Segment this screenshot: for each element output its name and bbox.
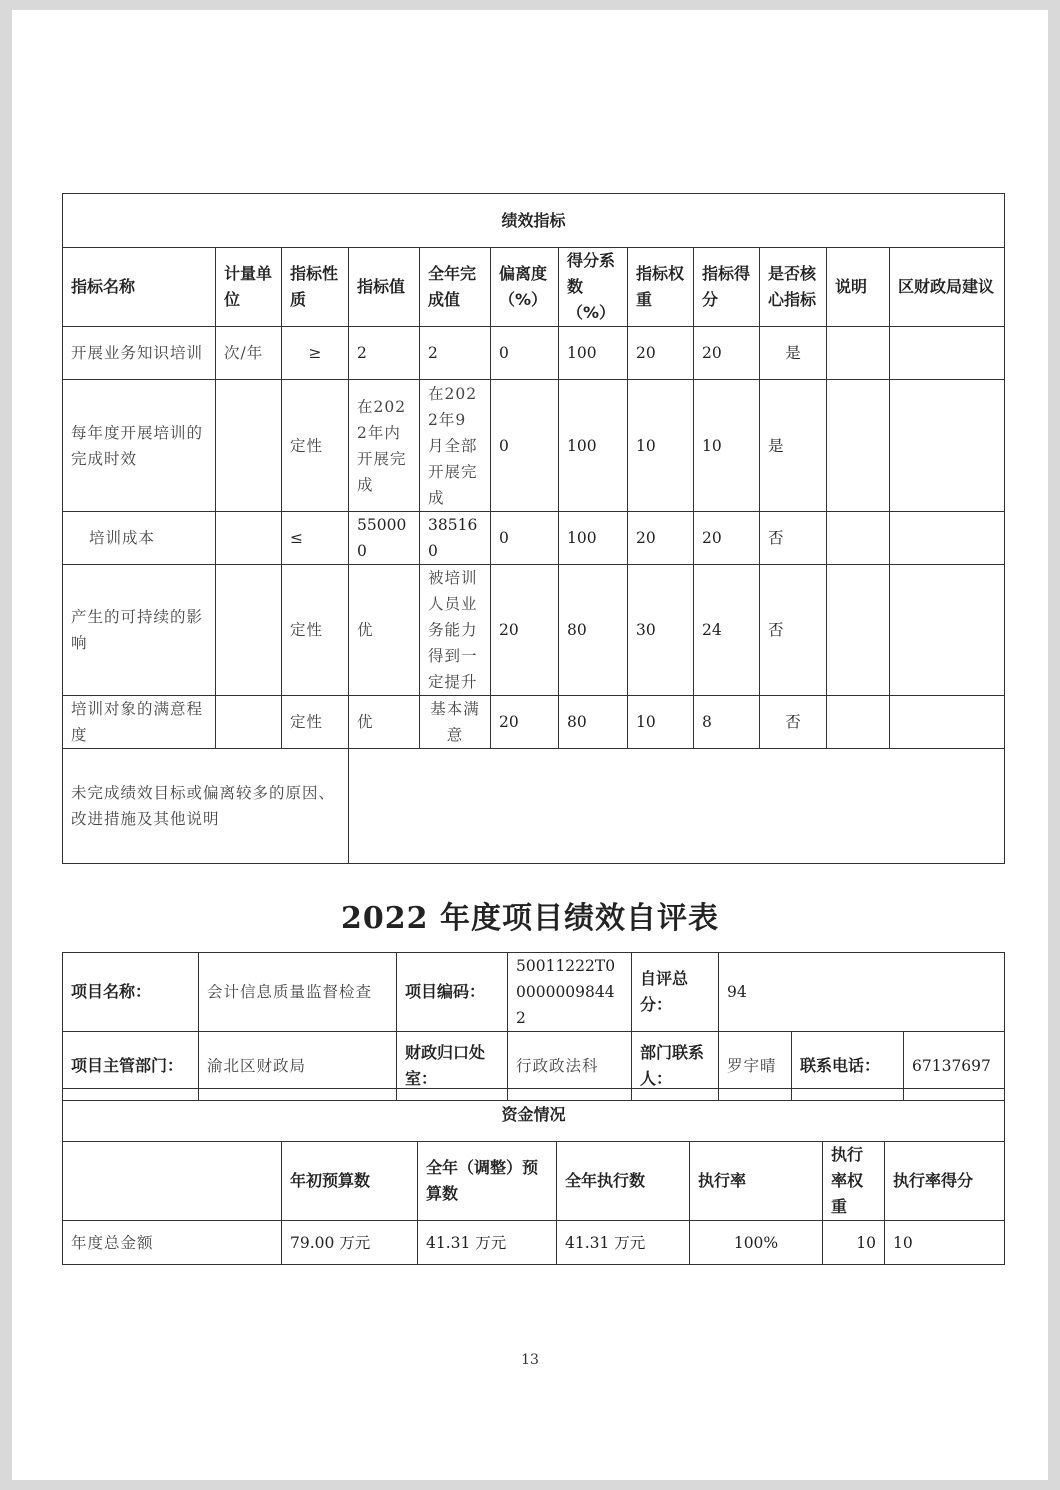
cell-coef: 80 [559,565,628,696]
cell-note [827,696,890,749]
finance-office-label: 财政归口处室： [397,1032,508,1101]
page-number: 13 [521,1352,539,1368]
cell-advice [890,327,1005,380]
initial-budget: 79.00 万元 [282,1221,418,1265]
dept-value: 渝北区财政局 [199,1032,397,1101]
execution-rate: 100% [690,1221,823,1265]
cell-deviation: 0 [491,512,559,565]
cell-core: 是 [760,327,827,380]
cell-deviation: 20 [491,696,559,749]
project-info-table [62,952,1005,1101]
header-cell: 执行率得分 [885,1142,1005,1221]
cell-note [827,380,890,512]
cell-target: 在2022年内开展完成 [349,380,420,512]
finance-office-value: 行政政法科 [508,1032,632,1101]
table-row [63,1221,1005,1265]
cell-score: 20 [694,512,760,565]
cell-note [827,565,890,696]
header-cell: 执行率 [690,1142,823,1221]
cell-advice [890,380,1005,512]
cell-score: 20 [694,327,760,380]
table-row [63,565,1005,696]
header-cell: 全年完成值 [420,248,491,327]
table-row [63,512,1005,565]
project-code-value: 50011222T000000098442 [508,953,632,1032]
cell-unit [216,696,282,749]
funds-header-row [63,1142,1005,1221]
header-cell: 年初预算数 [282,1142,418,1221]
cell-target: 优 [349,565,420,696]
cell-weight: 20 [628,327,694,380]
cell-name: 培训对象的满意程度 [63,696,216,749]
cell-coef: 100 [559,327,628,380]
funds-row-label: 年度总金额 [63,1221,282,1265]
cell-core: 是 [760,380,827,512]
execution-rate-weight: 10 [823,1221,885,1265]
header-cell [63,1142,282,1221]
cell-coef: 100 [559,512,628,565]
project-info-row [63,953,1005,1032]
cell-name: 培训成本 [63,512,216,565]
self-score-value: 94 [719,953,1005,1032]
cell-score: 10 [694,380,760,512]
table-row [63,696,1005,749]
cell-coef: 80 [559,696,628,749]
header-cell: 指标性质 [282,248,349,327]
performance-indicator-table [62,193,1005,864]
header-cell: 指标名称 [63,248,216,327]
header-cell: 指标得分 [694,248,760,327]
cell-nature: ≤ [282,512,349,565]
section-title-funds: 资金情况 [63,1089,1005,1142]
cell-weight: 20 [628,512,694,565]
cell-name: 开展业务知识培训 [63,327,216,380]
header-cell: 是否核心指标 [760,248,827,327]
funds-table [62,1088,1005,1265]
table-header-row [63,248,1005,327]
cell-actual: 385160 [420,512,491,565]
adjusted-budget: 41.31 万元 [418,1221,557,1265]
form-title: 2022 年度项目绩效自评表 [341,901,719,936]
cell-actual: 被培训人员业务能力得到一定提升 [420,565,491,696]
cell-weight: 30 [628,565,694,696]
cell-actual: 基本满意 [420,696,491,749]
header-cell: 全年（调整）预算数 [418,1142,557,1221]
cell-weight: 10 [628,696,694,749]
project-code-label: 项目编码： [397,953,508,1032]
cell-unit [216,565,282,696]
remark-row [63,749,1005,864]
contact-label: 部门联系人： [632,1032,719,1101]
cell-nature: 定性 [282,380,349,512]
self-score-label: 自评总分： [632,953,719,1032]
cell-core: 否 [760,565,827,696]
contact-value: 罗宇晴 [719,1032,792,1101]
cell-deviation: 0 [491,327,559,380]
header-cell: 得分系数（%） [559,248,628,327]
cell-score: 24 [694,565,760,696]
executed-amount: 41.31 万元 [557,1221,690,1265]
cell-actual: 2 [420,327,491,380]
header-cell: 偏离度（%） [491,248,559,327]
execution-rate-score: 10 [885,1221,1005,1265]
header-cell: 指标权重 [628,248,694,327]
cell-coef: 100 [559,380,628,512]
cell-target: 2 [349,327,420,380]
header-cell: 区财政局建议 [890,248,1005,327]
cell-nature: 定性 [282,565,349,696]
cell-actual: 在2022年9月全部开展完成 [420,380,491,512]
header-cell: 执行率权重 [823,1142,885,1221]
cell-name: 每年度开展培训的完成时效 [63,380,216,512]
cell-note [827,512,890,565]
remark-value [349,749,1005,864]
cell-nature: ≥ [282,327,349,380]
phone-value: 67137697 [904,1032,1005,1101]
document-page [12,10,1048,1480]
table-row [63,327,1005,380]
cell-unit: 次/年 [216,327,282,380]
cell-deviation: 20 [491,565,559,696]
cell-target: 优 [349,696,420,749]
cell-target: 550000 [349,512,420,565]
cell-note [827,327,890,380]
cell-advice [890,512,1005,565]
project-name-value: 会计信息质量监督检查 [199,953,397,1032]
cell-weight: 10 [628,380,694,512]
cell-nature: 定性 [282,696,349,749]
project-name-label: 项目名称： [63,953,199,1032]
header-cell: 全年执行数 [557,1142,690,1221]
cell-unit [216,512,282,565]
header-cell: 说明 [827,248,890,327]
cell-name: 产生的可持续的影响 [63,565,216,696]
dept-label: 项目主管部门： [63,1032,199,1101]
cell-advice [890,565,1005,696]
phone-label: 联系电话： [792,1032,904,1101]
cell-score: 8 [694,696,760,749]
cell-deviation: 0 [491,380,559,512]
cell-advice [890,696,1005,749]
header-cell: 指标值 [349,248,420,327]
remark-label: 未完成绩效目标或偏离较多的原因、改进措施及其他说明 [63,749,349,864]
cell-core: 否 [760,696,827,749]
cell-core: 否 [760,512,827,565]
table-row [63,380,1005,512]
section-title-performance: 绩效指标 [63,194,1005,248]
cell-unit [216,380,282,512]
header-cell: 计量单位 [216,248,282,327]
